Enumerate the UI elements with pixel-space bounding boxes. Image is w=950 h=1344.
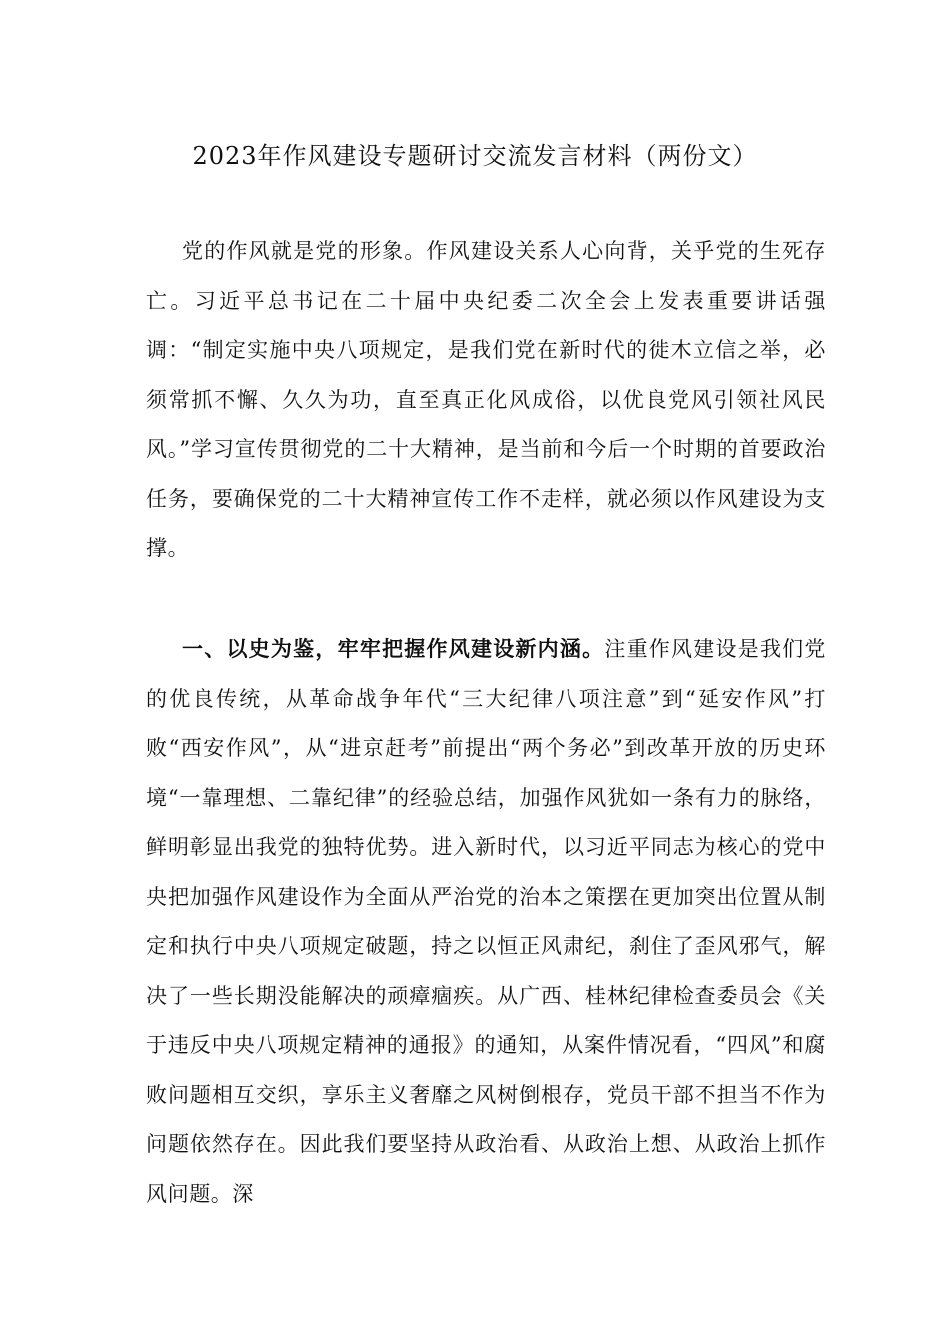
section-one-body: 注重作风建设是我们党的优良传统，从革命战争年代“三大纪律八项注意”到“延安作风”打败“西安作风”，从“进京赶考”前提出“两个务必”到改革开放的历史环境“一靠理想、二靠纪律”的经验总结，加强作风犹如一条有力的脉络，鲜明彰显出我党的独特优势。进入新时代，以习近平同志为核心的党中央把加强作风建设作为全面从严治党的治本之策摆在更加突出位置从制定和执行中央八项规定破题，持之以恒正风肃纪，刹住了歪风邪气，解决了一些长期没能解决的顽瘴痼疾。从广西、桂林纪律检查委员会《关于违反中央八项规定精神的通报》的通知，从案件情况看，“四风”和腐败问题相互交织，享乐主义奢靡之风树倒根存，党员干部不担当不作为问题依然存在。因此我们要坚持从政治看、从政治上想、从政治上抓作风问题。深 [146,637,826,1206]
document-title: 2023年作风建设专题研讨交流发言材料（两份文） [192,142,758,170]
intro-paragraph: 党的作风就是党的形象。作风建设关系人心向背，关乎党的生死存亡。习近平总书记在二十届中央纪委二次全会上发表重要讲话强调：“制定实施中央八项规定，是我们党在新时代的徙木立信之举，必须常抓不懈、久久为功，直至真正化风成俗，以优良党风引领社风民风。”学习宣传贯彻党的二十大精神，是当前和今后一个时期的首要政治任务，要确保党的二十大精神宣传工作不走样，就必须以作风建设为支撑。 [146,239,826,560]
section-one-paragraph [146,624,826,1219]
section-one-heading: 一、以史为鉴，牢牢把握作风建设新内涵。 [182,636,605,661]
